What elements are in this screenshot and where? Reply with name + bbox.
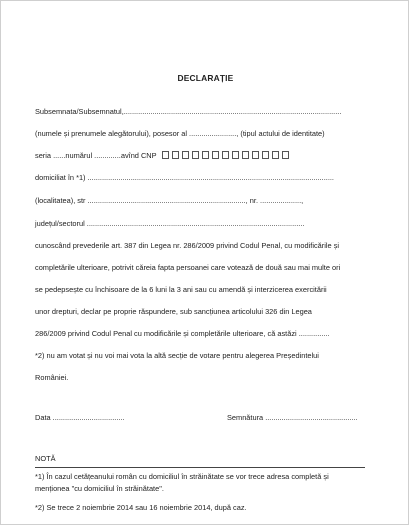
paragraph-line-6: *2) nu am votat și nu voi mai vota la altă secție de votare pentru alegerea Președintelui	[35, 351, 319, 360]
cnp-digit-box	[262, 151, 269, 159]
paragraph-line-4: unor drepturi, declar pe proprie răspundere, sub sancțiunea articolului 326 din Legea	[35, 307, 312, 316]
cnp-digit-box	[172, 151, 179, 159]
nota-label: NOTĂ	[35, 454, 56, 463]
paragraph-line-1: cunoscând prevederile art. 387 din Legea nr. 286/2009 privind Codul Penal, cu modificările și	[35, 241, 340, 250]
cnp-digit-box	[242, 151, 249, 159]
line-localitatea: (localitatea), str ............................................................................., nr. ....................,	[35, 196, 304, 205]
cnp-digit-box	[202, 151, 209, 159]
nota-2: *2) Se trece 2 noiembrie 2014 sau 16 noiembrie 2014, după caz.	[35, 503, 247, 512]
line-judetul: județul/sectorul ..........................................................................................................	[35, 219, 305, 228]
line-nume-act: (numele și prenumele alegătorului), posesor al ......................., (tipul actului de identitate)	[35, 129, 325, 138]
cnp-digit-box	[232, 151, 239, 159]
date-field: Data ...................................	[35, 413, 125, 422]
nota-1-line-2: menționea "cu domiciliul în străinătate".	[35, 484, 164, 493]
paragraph-line-7: României.	[35, 373, 69, 382]
paragraph-line-2: completările ulterioare, potrivit căreia fapta persoanei care votează de două sau mai multe ori	[35, 263, 341, 272]
nota-divider	[35, 467, 365, 468]
line-subsemnat: Subsemnata/Subsemnatul,..........................................................................................................	[35, 107, 342, 116]
cnp-digit-box	[222, 151, 229, 159]
line-seria-cnp	[35, 152, 289, 161]
cnp-digit-box	[192, 151, 199, 159]
cnp-digit-box	[272, 151, 279, 159]
cnp-digit-box	[162, 151, 169, 159]
paragraph-line-5: 286/2009 privind Codul Penal cu modificările și completările ulterioare, că astăzi ...............	[35, 329, 330, 338]
cnp-digit-box	[282, 151, 289, 159]
document-title: DECLARAȚIE	[177, 73, 234, 83]
seria-numar-label: seria ......numărul .............avînd CNP	[35, 151, 157, 160]
cnp-digit-box	[212, 151, 219, 159]
paragraph-line-3: se pedepsește cu închisoare de la 6 luni la 3 ani sau cu amendă și interzicerea exercitării	[35, 285, 327, 294]
nota-1-line-1: *1) În cazul cetățeanului român cu domiciliul în străinătate se vor trece adresa completă și	[35, 472, 329, 481]
signature-field: Semnătura .............................................	[227, 413, 358, 422]
cnp-boxes	[162, 151, 289, 159]
line-domiciliat: domiciliat în *1) ........................................................................................................................	[35, 173, 334, 182]
cnp-digit-box	[252, 151, 259, 159]
cnp-digit-box	[182, 151, 189, 159]
